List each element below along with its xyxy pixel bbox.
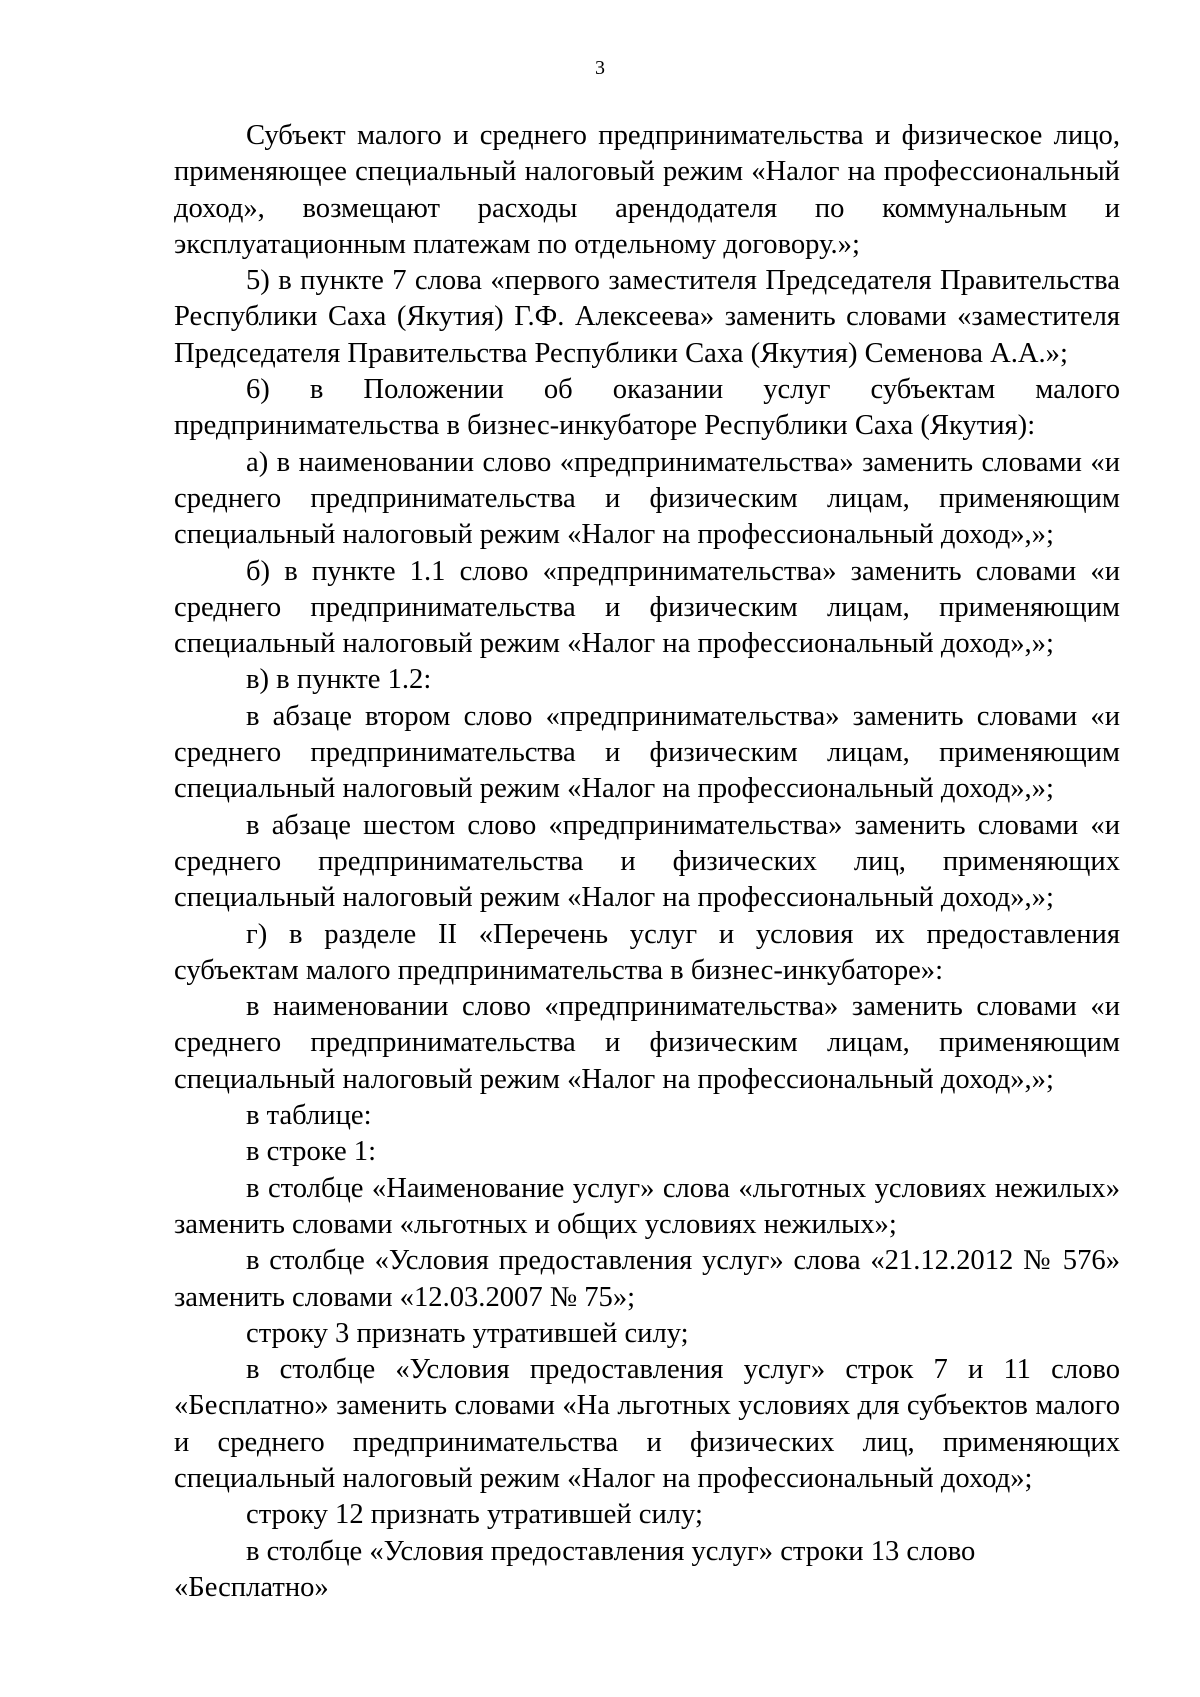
- paragraph: в таблице:: [246, 1100, 372, 1132]
- paragraph: Субъект малого и среднего предпринимательства и физическое лицо, применяющее специальный налоговый режим «Налог на профессиональный доход», возмещают расходы арендодателя по коммунальным и эксплуатационным платежам по отдельному договору.»;: [174, 120, 1120, 260]
- paragraph: 6) в Положении об оказании услуг субъектам малого предпринимательства в бизнес-инкубаторе Республики Саха (Якутия):: [174, 374, 1120, 442]
- paragraph: в абзаце шестом слово «предпринимательства» заменить словами «и среднего предпринимательства и физических лиц, применяющих специальный налоговый режим «Налог на профессиональный доход»,»;: [174, 809, 1120, 914]
- paragraph: 5) в пункте 7 слова «первого заместителя Председателя Правительства Республики Саха (Якутия) Г.Ф. Алексеева» заменить словами «заместителя Председателя Правительства Республики Саха (Якутия) Семенова А.А.»;: [174, 265, 1120, 369]
- paragraph: строку 3 признать утратившей силу;: [246, 1317, 689, 1349]
- paragraph: в строке 1:: [246, 1136, 377, 1168]
- paragraph: в абзаце втором слово «предпринимательства» заменить словами «и среднего предпринимательства и физическим лицам, применяющим специальный налоговый режим «Налог на профессиональный доход»,»;: [174, 700, 1120, 805]
- document-body: [174, 118, 1120, 1606]
- paragraph: строку 12 признать утратившей силу;: [246, 1499, 703, 1531]
- paragraph: в столбце «Наименование услуг» слова «льготных условиях нежилых» заменить словами «льготных и общих условиях нежилых»;: [174, 1172, 1120, 1240]
- paragraph: в столбце «Условия предоставления услуг» строки 13 слово «Бесплатно»: [174, 1535, 976, 1603]
- paragraph: в) в пункте 1.2:: [246, 664, 432, 696]
- paragraph: б) в пункте 1.1 слово «предпринимательства» заменить словами «и среднего предпринимательства и физическим лицам, применяющим специальный налоговый режим «Налог на профессиональный доход»,»;: [174, 555, 1120, 660]
- paragraph: в столбце «Условия предоставления услуг» слова «21.12.2012 № 576» заменить словами «12.03.2007 № 75»;: [174, 1245, 1120, 1313]
- paragraph: а) в наименовании слово «предпринимательства» заменить словами «и среднего предпринимательства и физическим лицам, применяющим специальный налоговый режим «Налог на профессиональный доход»,»;: [174, 446, 1120, 551]
- page-number: 3: [595, 57, 605, 79]
- paragraph: в наименовании слово «предпринимательства» заменить словами «и среднего предпринимательства и физическим лицам, применяющим специальный налоговый режим «Налог на профессиональный доход»,»;: [174, 991, 1120, 1095]
- paragraph: в столбце «Условия предоставления услуг» строк 7 и 11 слово «Бесплатно» заменить словами «На льготных условиях для субъектов малого и среднего предпринимательства и физических лиц, применяющих специальный налоговый режим «Налог на профессиональный доход»;: [174, 1354, 1120, 1494]
- paragraph: г) в разделе II «Перечень услуг и условия их предоставления субъектам малого предпринимательства в бизнес-инкубаторе»:: [174, 918, 1120, 986]
